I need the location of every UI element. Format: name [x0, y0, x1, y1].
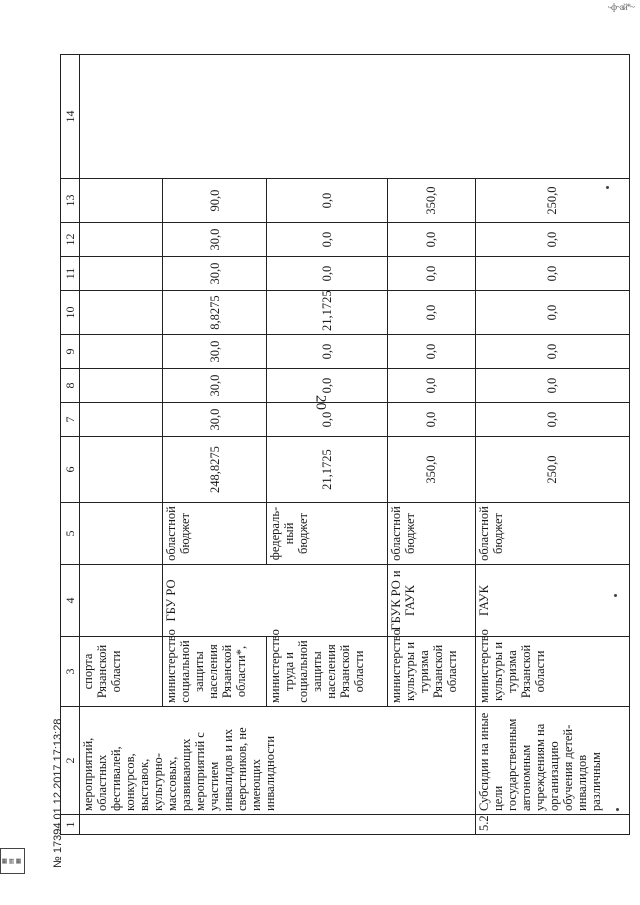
cell	[80, 291, 163, 335]
cell	[80, 179, 163, 223]
col-num-10: 10	[61, 291, 80, 335]
amount-total: 350,0	[388, 437, 475, 503]
amount-year: 0,0	[388, 291, 475, 335]
amount-year: 0,0	[267, 257, 388, 291]
funding-source: областной бюджет	[475, 503, 629, 565]
amount-year: 30,0	[163, 369, 267, 403]
cell	[80, 403, 163, 437]
participant: ГБУК РО и ГАУК	[388, 565, 475, 637]
measure-description: мероприятий, областных фестивалей, конкурсов, выставок, культурно-массовых, развивающих мероприятий с участием инвалидов и их сверстников, не имеющих инвалидности	[80, 707, 476, 815]
scan-dot	[614, 594, 617, 597]
funding-source: областной бюджет	[388, 503, 475, 565]
amount-year: 0,0	[267, 369, 388, 403]
col-num-2: 2	[61, 707, 80, 815]
amount-year: 0,0	[388, 403, 475, 437]
amount-year: 0,0	[388, 257, 475, 291]
amount-year: 0,0	[475, 335, 629, 369]
amount-year: 0,0	[388, 223, 475, 257]
responsible-executor: министерство культуры и туризма Рязанской области	[388, 637, 475, 707]
amount-year: 8,8275	[163, 291, 267, 335]
cell	[80, 503, 163, 565]
responsible-executor: министерство социальной защиты населения Рязанской области*,	[163, 637, 267, 707]
col-num-5: 5	[61, 503, 80, 565]
row-number: 5.2	[475, 815, 629, 835]
col-num-13: 13	[61, 179, 80, 223]
funding-source: федераль-ный бюджет	[267, 503, 388, 565]
scan-dot	[616, 808, 619, 811]
responsible-executor: спорта Рязанской области	[80, 637, 163, 707]
amount-year: 0,0	[388, 335, 475, 369]
amount-year: 0,0	[475, 369, 629, 403]
amount-year: 90,0	[163, 179, 267, 223]
participant: ГАУК	[475, 565, 629, 637]
funding-source: областной бюджет	[163, 503, 267, 565]
header-row	[61, 55, 80, 835]
cell	[80, 257, 163, 291]
cell	[80, 335, 163, 369]
amount-year: 350,0	[388, 179, 475, 223]
amount-total: 248,8275	[163, 437, 267, 503]
registration-number: № 17394 01.12.2017 17:13:28	[52, 718, 64, 868]
amount-year: 0,0	[388, 369, 475, 403]
amount-year: 0,0	[475, 257, 629, 291]
amount-year: 30,0	[163, 223, 267, 257]
responsible-executor: министерство труда и социальной защиты населения Рязанской области	[267, 637, 388, 707]
col-num-4: 4	[61, 565, 80, 637]
amount-year: 0,0	[475, 223, 629, 257]
amount-year: 0,0	[267, 179, 388, 223]
amount-year: 30,0	[163, 335, 267, 369]
col-num-7: 7	[61, 403, 80, 437]
scan-dot	[606, 186, 609, 189]
amount-year: 250,0	[475, 179, 629, 223]
col-num-11: 11	[61, 257, 80, 291]
amount-total: 21,1725	[267, 437, 388, 503]
amount-year: 0,0	[475, 403, 629, 437]
cell	[80, 369, 163, 403]
cell	[80, 565, 163, 637]
cell	[80, 437, 163, 503]
col-num-14: 14	[61, 55, 80, 179]
responsible-executor: министерство культуры и туризма Рязанской области	[475, 637, 629, 707]
table-row	[80, 55, 163, 835]
col-num-8: 8	[61, 369, 80, 403]
budget-table	[60, 55, 630, 835]
amount-year: 21,1725	[267, 291, 388, 335]
col-num-12: 12	[61, 223, 80, 257]
page-number: 20	[312, 395, 329, 410]
col-num-3: 3	[61, 637, 80, 707]
col-num-9: 9	[61, 335, 80, 369]
scan-noise: ·-ф~ай*~	[607, 2, 634, 12]
registration-stamp-icon: ▦ ▤ ▦	[0, 848, 46, 874]
col-num-1: 1	[61, 815, 80, 835]
amount-year: 0,0	[267, 223, 388, 257]
amount-year: 0,0	[267, 403, 388, 437]
participant: ГБУ РО	[163, 565, 388, 637]
amount-year: 0,0	[267, 335, 388, 369]
row-number	[80, 815, 476, 835]
measure-description: Субсидии на иные цели государственным автономным учреждениям на организацию обучения детей-инвалидов различным	[475, 707, 629, 815]
amount-year: 30,0	[163, 403, 267, 437]
amount-total: 250,0	[475, 437, 629, 503]
amount-year: 30,0	[163, 257, 267, 291]
col-num-6: 6	[61, 437, 80, 503]
amount-year: 0,0	[475, 291, 629, 335]
cell	[80, 223, 163, 257]
notes-cell	[80, 55, 630, 179]
